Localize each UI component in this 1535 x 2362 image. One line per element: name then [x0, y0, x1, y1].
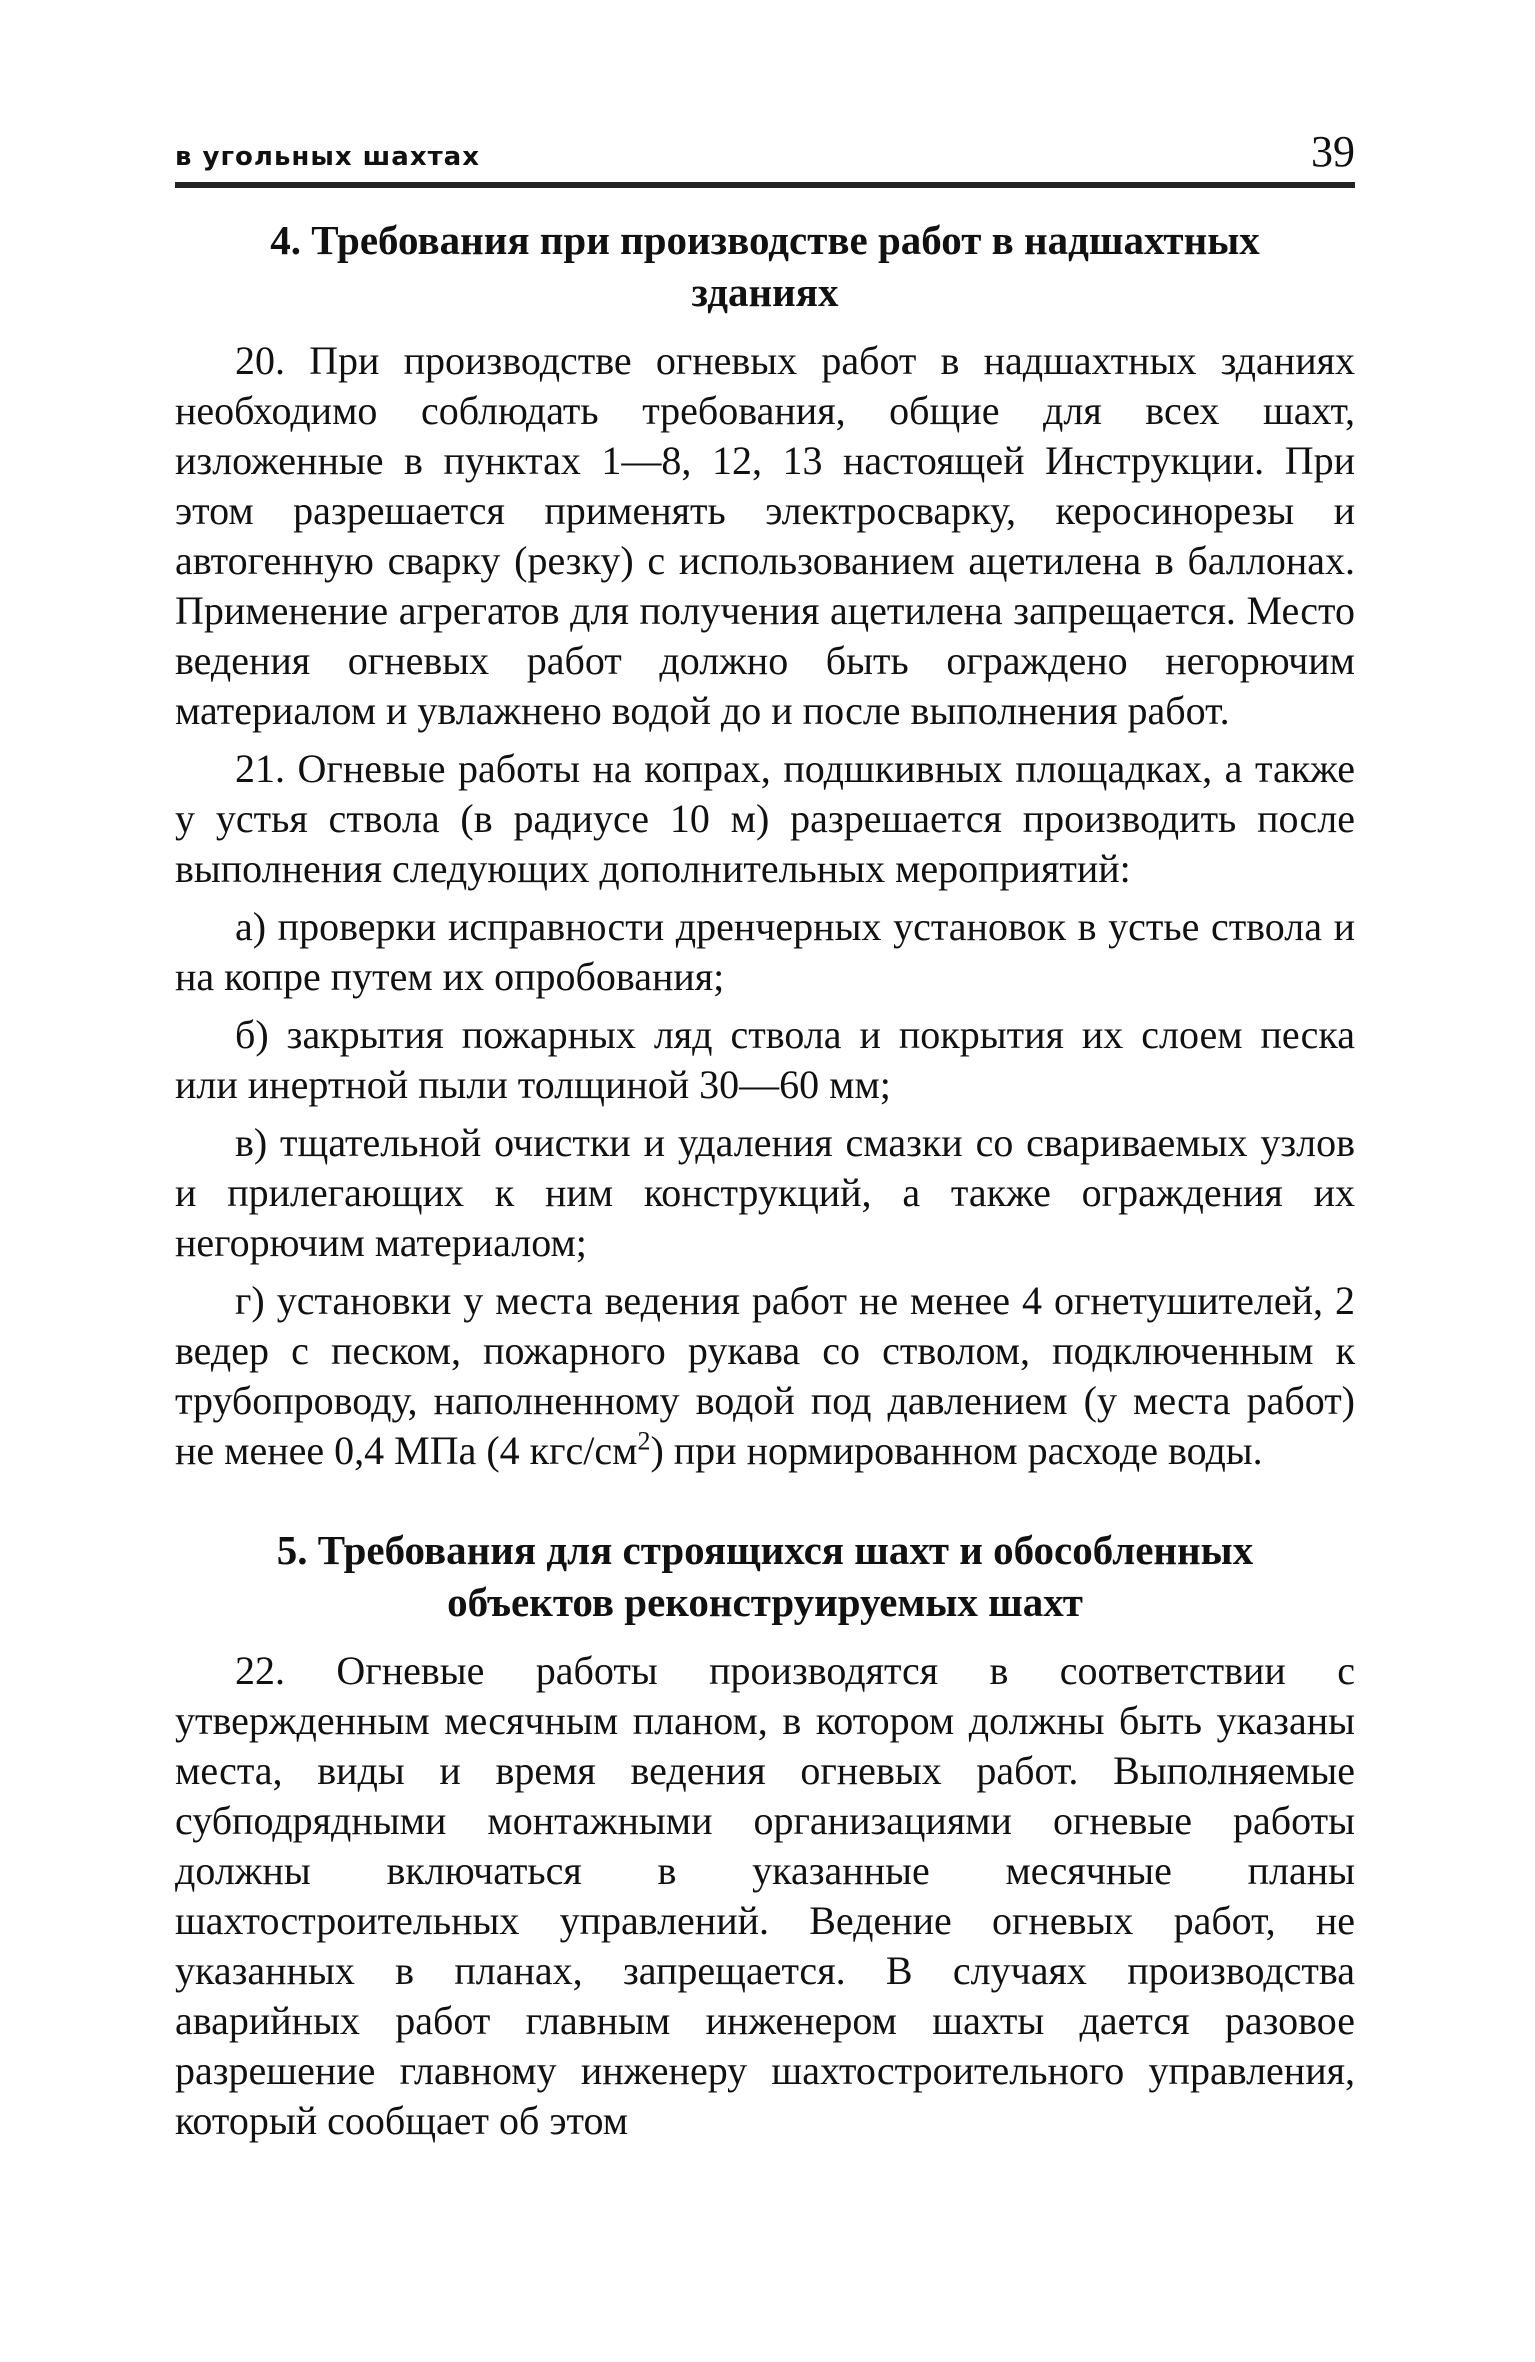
list-item-a: а) проверки исправности дренчерных установок в устье ствола и на копре путем их опробования;	[175, 904, 1355, 999]
list-item-g-text: г) установки у места ведения работ не менее 4 огнетушителей, 2 ведер с песком, пожарного рукава со стволом, подключенным к трубопроводу, наполненному водой под давлением (у места работ) не менее 0,4 МПа (4 кгс/см	[175, 1278, 1355, 1473]
running-title: в угольных шахтах	[175, 142, 480, 172]
superscript-2: 2	[637, 1426, 651, 1456]
list-item-g	[175, 1276, 1355, 1476]
page-number: 39	[1311, 127, 1355, 176]
list-item-v: в) тщательной очистки и удаления смазки со свариваемых узлов и прилегающих к ним конструкций, а также ограждения их негорючим материалом;	[175, 1120, 1355, 1265]
list-item-b: б) закрытия пожарных ляд ствола и покрытия их слоем песка или инертной пыли толщиной 30—60 мм;	[175, 1012, 1355, 1107]
book-page	[175, 120, 1355, 2154]
header-rule	[175, 182, 1355, 188]
section-title-4-line2: зданиях	[691, 269, 839, 315]
section-title-4-line1: 4. Требования при производстве работ в надшахтных	[270, 217, 1260, 263]
section-title-5-line2: объектов реконструируемых шахт	[447, 1579, 1083, 1625]
section-title-4	[175, 214, 1355, 318]
running-header	[175, 120, 1355, 176]
paragraph-20: 20. При производстве огневых работ в надшахтных зданиях необходимо соблюдать требования, общие для всех шахт, изложенные в пунктах 1—8, 12, 13 настоящей Инструкции. При этом разрешается применять электросварку, керосинорезы и автогенную сварку (резку) с использованием ацетилена в баллонах. Применение агрегатов для получения ацетилена запрещается. Место ведения огневых работ должно быть ограждено негорючим материалом и увлажнено водой до и после выполнения работ.	[175, 338, 1355, 733]
section-title-5	[175, 1524, 1355, 1628]
list-item-g-tail: ) при нормированном расходе воды.	[650, 1428, 1263, 1473]
paragraph-22: 22. Огневые работы производятся в соответствии с утвержденным месячным планом, в котором должны быть указаны места, виды и время ведения огневых работ. Выполняемые субподрядными монтажными организациями огневые работы должны включаться в указанные месячные планы шахтостроительных управлений. Ведение огневых работ, не указанных в планах, запрещается. В случаях производства аварийных работ главным инженером шахты дается разовое разрешение главному инженеру шахтостроительного управления, который сообщает об этом	[175, 1648, 1355, 2143]
section-title-5-line1: 5. Требования для строящихся шахт и обособленных	[276, 1527, 1254, 1573]
paragraph-21: 21. Огневые работы на копрах, подшкивных площадках, а также у устья ствола (в радиусе 10 м) разрешается производить после выполнения следующих дополнительных мероприятий:	[175, 746, 1355, 891]
